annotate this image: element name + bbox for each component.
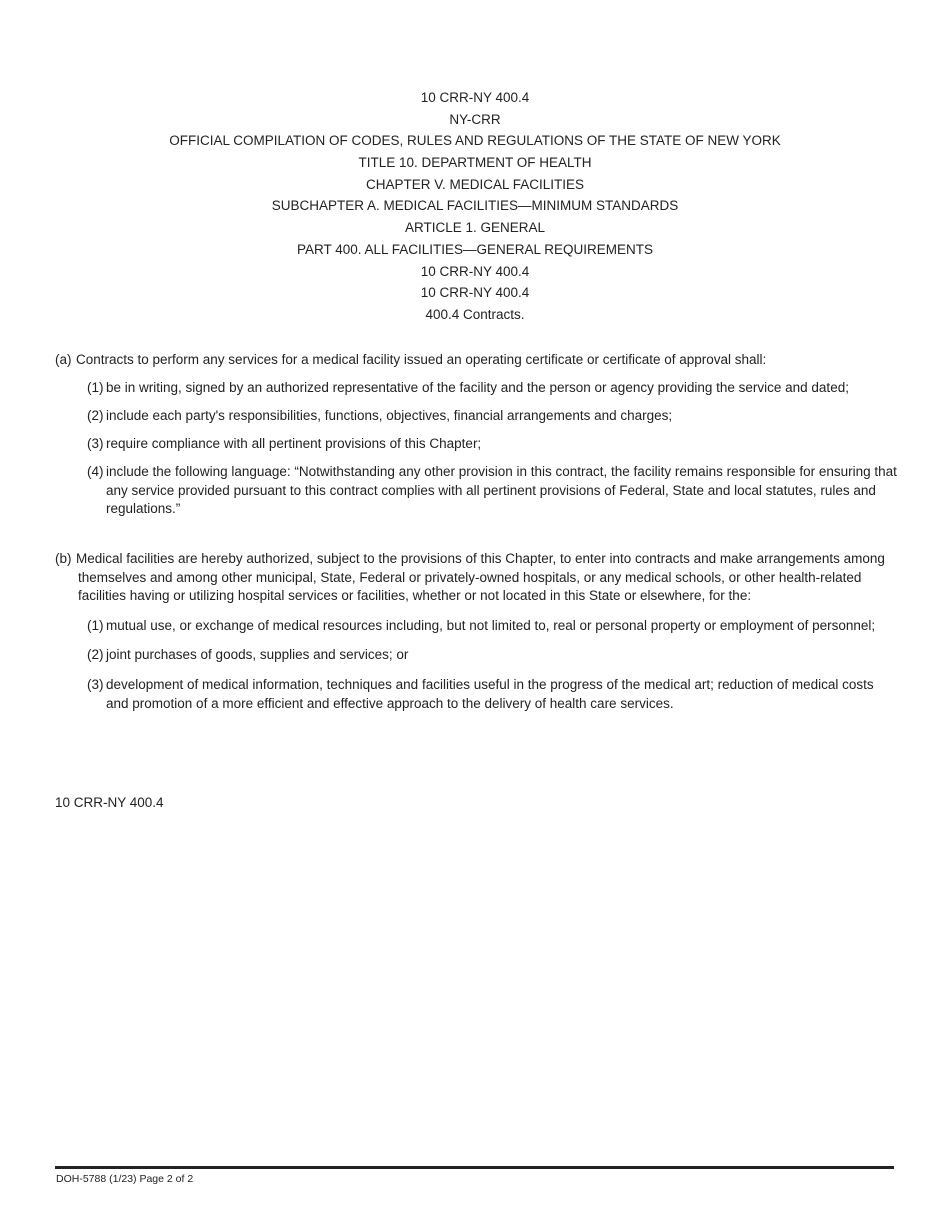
header-article: ARTICLE 1. GENERAL: [404, 220, 546, 236]
form-page-number: DOH-5788 (1/23) Page 2 of 2: [56, 1173, 194, 1185]
section-b-label: (b): [55, 551, 72, 566]
footer-citation: 10 CRR-NY 400.4: [55, 795, 164, 810]
header-part: PART 400. ALL FACILITIES—GENERAL REQUIREMENTS: [296, 241, 654, 257]
item-text: include the following language: “Notwithstanding any other provision in this contract, the facility remains responsible for ensuring that any service provided pursuant to this contract complies with all pertinent provisions of Federal, State and local statutes, rules and regulations.”: [106, 464, 897, 516]
list-item: [87, 379, 897, 398]
header-citation: 10 CRR-NY 400.4: [420, 90, 530, 105]
item-text: include each party's responsibilities, functions, objectives, financial arrangements and charges;: [106, 408, 673, 423]
header-title: TITLE 10. DEPARTMENT OF HEALTH: [358, 155, 592, 171]
header-subchapter: SUBCHAPTER A. MEDICAL FACILITIES—MINIMUM STANDARDS: [271, 198, 679, 214]
item-label: (1): [87, 618, 104, 633]
header-compilation-title: OFFICIAL COMPILATION OF CODES, RULES AND REGULATIONS OF THE STATE OF NEW YORK: [169, 133, 781, 149]
item-text: be in writing, signed by an authorized representative of the facility and the person or agency providing the service and dated;: [106, 380, 849, 395]
item-text: mutual use, or exchange of medical resources including, but not limited to, real or personal property or employment of personnel;: [106, 618, 876, 633]
list-item: [87, 617, 897, 636]
item-label: (3): [87, 677, 104, 692]
section-b: [55, 550, 895, 606]
item-label: (2): [87, 647, 104, 662]
section-a: [55, 351, 885, 370]
footer-divider: [55, 1166, 894, 1169]
item-label: (2): [87, 408, 104, 423]
list-item: [87, 646, 897, 665]
item-label: (4): [87, 464, 104, 479]
item-text: joint purchases of goods, supplies and services; or: [106, 647, 409, 662]
section-a-label: (a): [55, 352, 72, 367]
section-heading: 400.4 Contracts.: [425, 306, 525, 322]
item-text: development of medical information, techniques and facilities useful in the progress of the medical art; reduction of medical costs and promotion of a more efficient and effective approach to the delivery of health care services.: [106, 677, 874, 711]
list-item: [87, 676, 897, 713]
item-text: require compliance with all pertinent provisions of this Chapter;: [106, 436, 482, 451]
section-b-text: Medical facilities are hereby authorized, subject to the provisions of this Chapter, to enter into contracts and make arrangements among themselves and among other municipal, State, Federal or privately-owned hospitals, or any medical schools, or other health-related facilities having or utilizing hospital services or facilities, whether or not located in this State or elsewhere, for the:: [76, 551, 885, 603]
item-label: (3): [87, 436, 104, 451]
list-item: [87, 407, 897, 426]
header-chapter: CHAPTER V. MEDICAL FACILITIES: [365, 176, 585, 192]
item-label: (1): [87, 380, 104, 395]
section-a-text: Contracts to perform any services for a medical facility issued an operating certificate or certificate of approval shall:: [76, 352, 767, 367]
list-item: [87, 463, 897, 519]
header-citation-repeat: 10 CRR-NY 400.4: [420, 263, 530, 279]
document-header: [0, 87, 950, 326]
header-source: NY-CRR: [449, 111, 501, 127]
header-citation-repeat: 10 CRR-NY 400.4: [420, 285, 530, 301]
list-item: [87, 435, 897, 454]
